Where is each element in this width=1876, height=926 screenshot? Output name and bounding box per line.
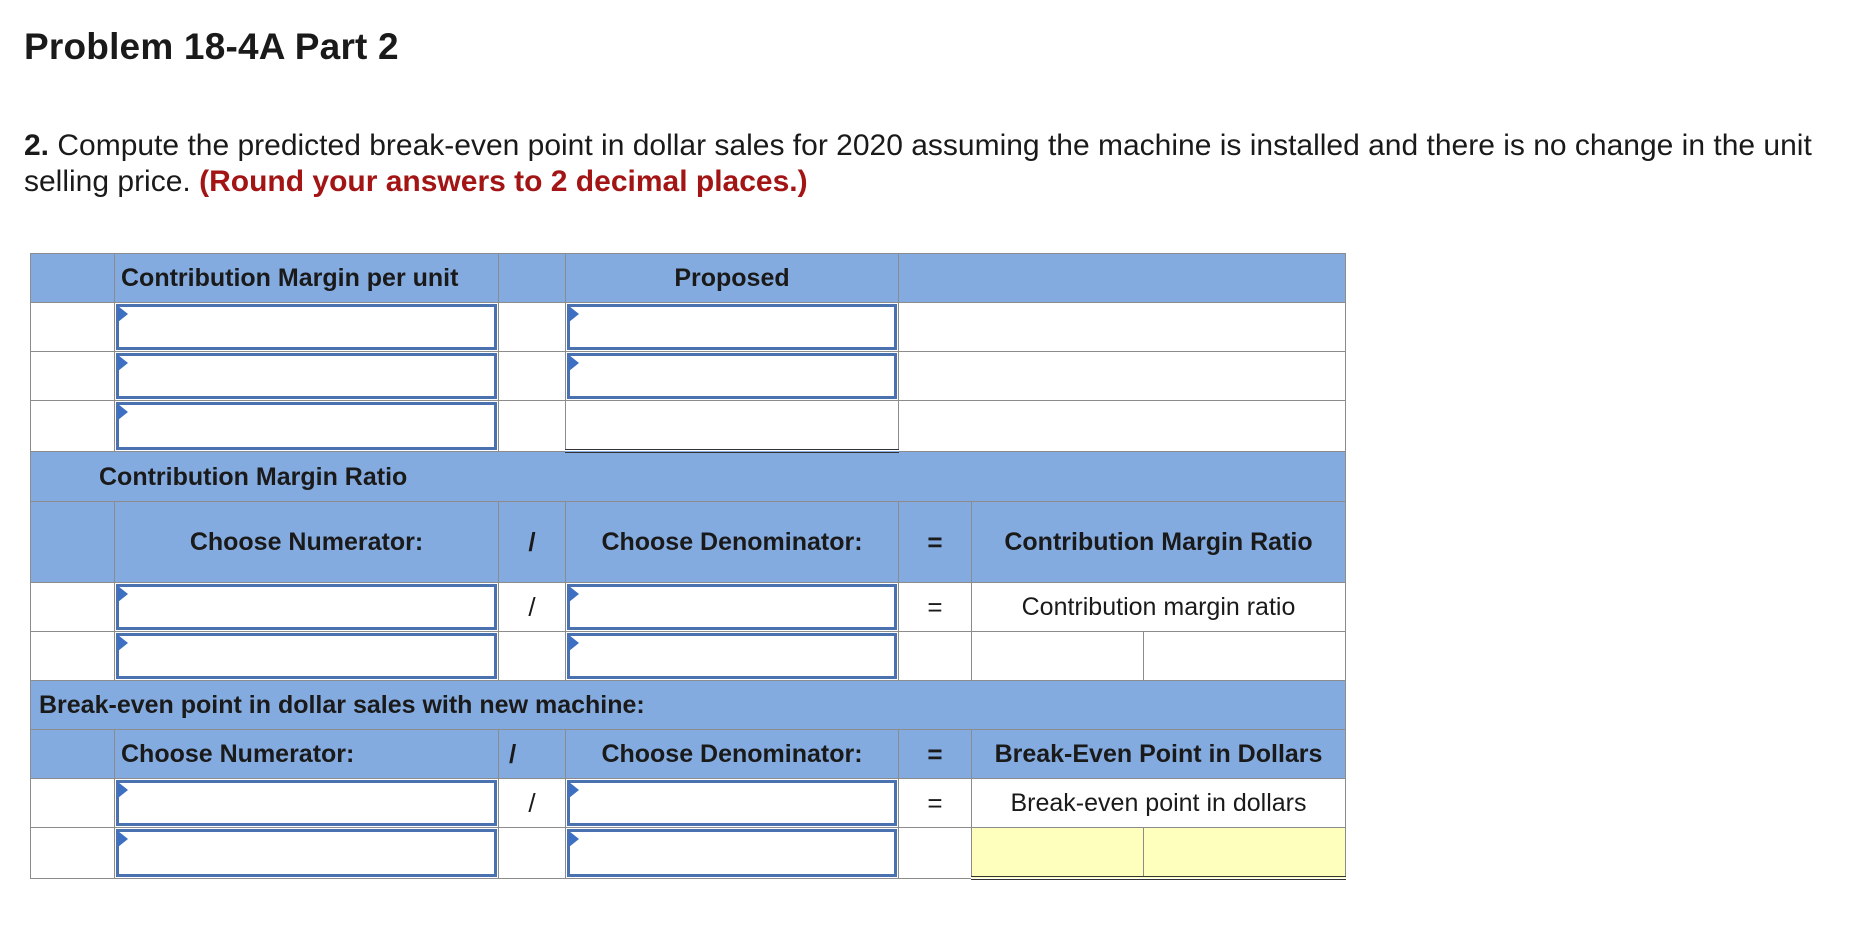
cm-label-select-3[interactable] <box>115 401 499 452</box>
ratio-result-header: Contribution Margin Ratio <box>972 502 1346 583</box>
ratio-result-cell-2 <box>1144 632 1346 681</box>
cm-row-3 <box>31 401 1346 452</box>
cm-per-unit-header: Contribution Margin per unit <box>115 254 499 303</box>
ratio-numerator-header: Choose Numerator: <box>115 502 499 583</box>
breakeven-denominator-header: Choose Denominator: <box>566 730 899 779</box>
ratio-divide-sign: / <box>499 583 566 632</box>
instructions <box>24 128 1864 200</box>
breakeven-numerator-header: Choose Numerator: <box>115 730 499 779</box>
cm-amount-input-1[interactable] <box>566 303 899 352</box>
ratio-denominator-select[interactable] <box>566 583 899 632</box>
proposed-header: Proposed <box>566 254 899 303</box>
cm-label-select-2[interactable] <box>115 352 499 401</box>
cm-header-right-blank <box>899 254 1346 303</box>
breakeven-header-row <box>31 730 1346 779</box>
breakeven-section-title: Break-even point in dollar sales with new machine: <box>31 681 1346 730</box>
cm-label-select-1[interactable] <box>115 303 499 352</box>
breakeven-denominator-input[interactable] <box>566 828 899 879</box>
ratio-denominator-header: Choose Denominator: <box>566 502 899 583</box>
breakeven-equals-header: = <box>899 730 972 779</box>
question-text: Compute the predicted break-even point in dollar sales for 2020 assuming the machine is installed and there is no change in the unit selling price. <box>24 129 1812 198</box>
ratio-row-2 <box>31 632 1346 681</box>
ratio-numerator-input[interactable] <box>115 632 499 681</box>
ratio-title-row <box>31 451 1346 502</box>
breakeven-equals-sign: = <box>899 779 972 828</box>
ratio-section-title: Contribution Margin Ratio <box>31 451 1346 502</box>
cm-row-1 <box>31 303 1346 352</box>
cm-header-gap <box>499 254 566 303</box>
ratio-result-cell <box>972 632 1144 681</box>
breakeven-result-label: Break-even point in dollars <box>972 779 1346 828</box>
cm-amount-input-2[interactable] <box>566 352 899 401</box>
ratio-row-1 <box>31 583 1346 632</box>
breakeven-row-1 <box>31 779 1346 828</box>
breakeven-result-header: Break-Even Point in Dollars <box>972 730 1346 779</box>
rounding-note: (Round your answers to 2 decimal places.) <box>199 165 808 198</box>
breakeven-divide-sign: / <box>499 779 566 828</box>
breakeven-title-row <box>31 681 1346 730</box>
cm-total-output <box>566 401 899 452</box>
cm-header-blank <box>31 254 115 303</box>
breakeven-denominator-select[interactable] <box>566 779 899 828</box>
ratio-numerator-select[interactable] <box>115 583 499 632</box>
question-number: 2. <box>24 129 50 162</box>
cm-row-2 <box>31 352 1346 401</box>
cm-header-row <box>31 254 1346 303</box>
breakeven-row-2 <box>31 828 1346 879</box>
ratio-denominator-input[interactable] <box>566 632 899 681</box>
breakeven-answer-cell-2[interactable] <box>1144 828 1346 879</box>
breakeven-answer-cell[interactable] <box>972 828 1144 879</box>
breakeven-numerator-select[interactable] <box>115 779 499 828</box>
ratio-result-label: Contribution margin ratio <box>972 583 1346 632</box>
ratio-divide-header: / <box>499 502 566 583</box>
page-title: Problem 18-4A Part 2 <box>24 26 399 67</box>
ratio-header-row <box>31 502 1346 583</box>
ratio-equals-header: = <box>899 502 972 583</box>
breakeven-divide-header: / <box>499 730 566 779</box>
worksheet-table <box>30 253 1346 880</box>
breakeven-numerator-input[interactable] <box>115 828 499 879</box>
ratio-equals-sign: = <box>899 583 972 632</box>
